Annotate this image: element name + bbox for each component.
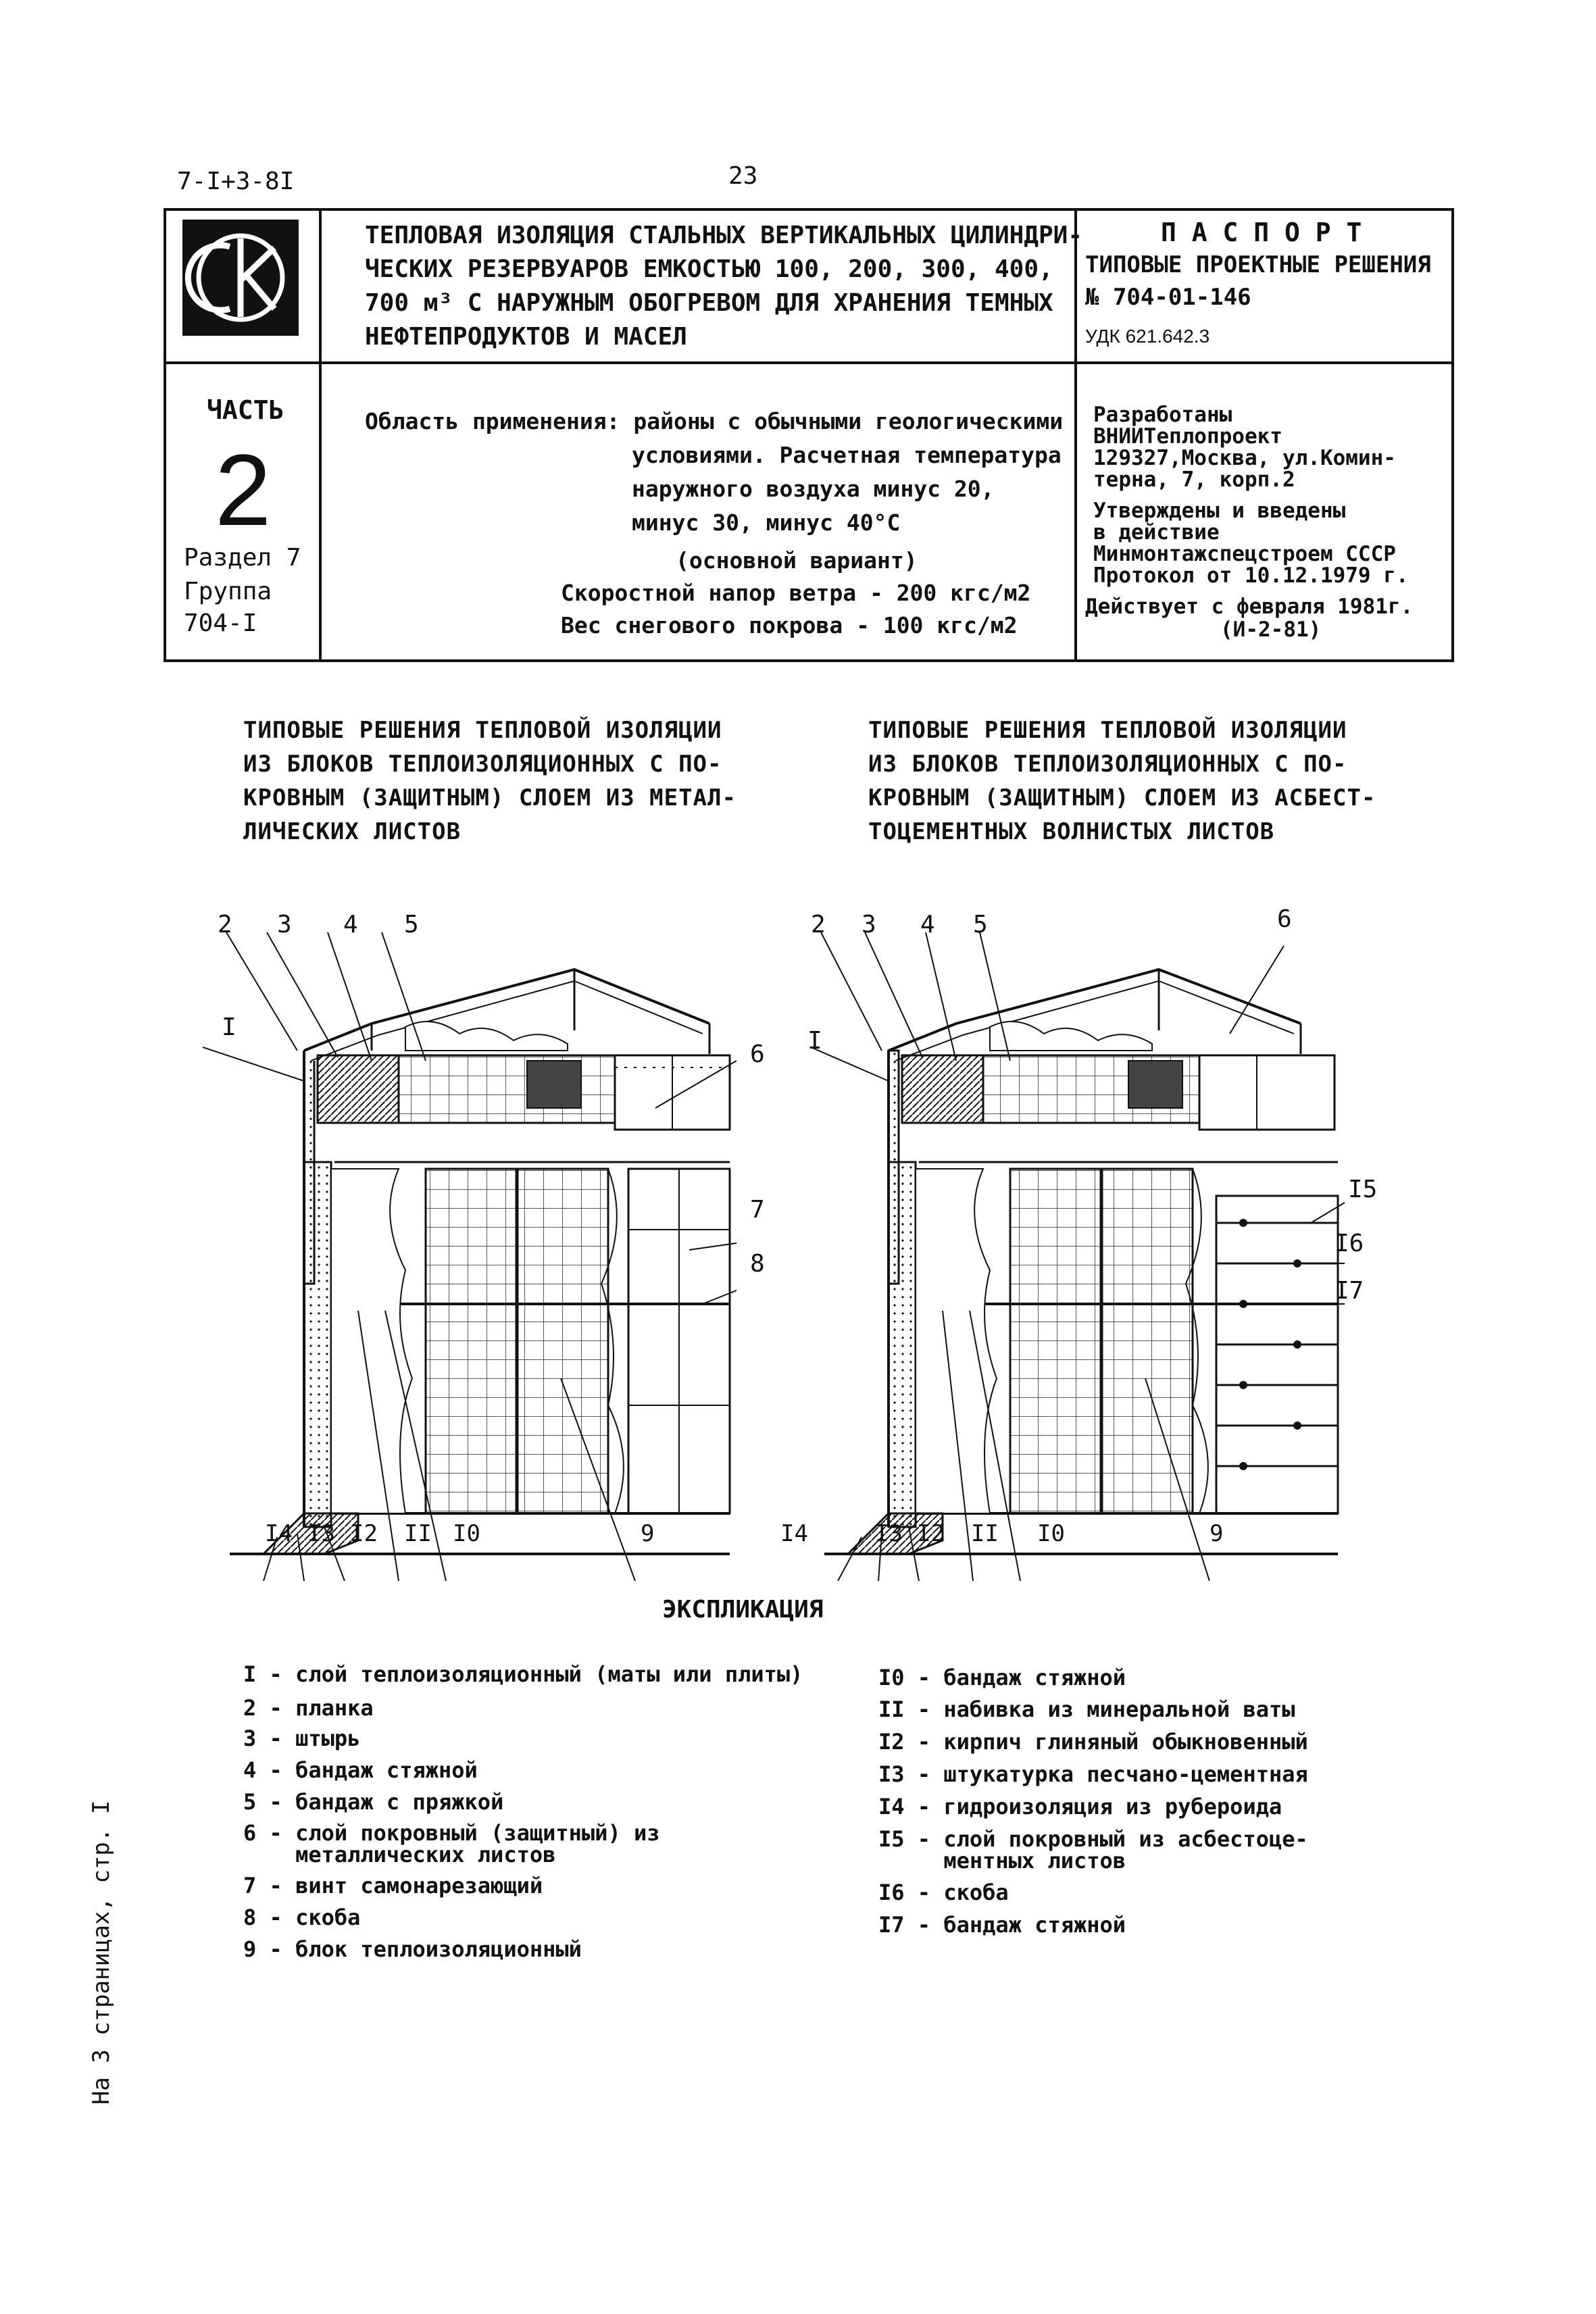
- section-label: Раздел 7: [184, 544, 301, 572]
- developer-line-9: Действует с февраля 1981г.: [1085, 595, 1414, 619]
- explication-right-9: I7 - бандаж стяжной: [878, 1912, 1126, 1938]
- left-caption-4: ЛИЧЕСКИХ ЛИСТОВ: [243, 818, 462, 845]
- right-callout-2: 2: [811, 911, 826, 938]
- developer-line-1: Разработаны: [1093, 403, 1232, 427]
- left-insulation-diagram: [203, 905, 743, 1581]
- scope-line-6: Скоростной напор ветра - 200 кгс/м2: [561, 580, 1031, 606]
- right-callout-I3: I3: [875, 1520, 903, 1547]
- developer-line-3: 129327,Москва, ул.Комин-: [1093, 446, 1396, 470]
- left-callout-4: 4: [343, 911, 358, 938]
- left-callout-I: I: [222, 1013, 236, 1041]
- left-callout-I3: I3: [307, 1520, 335, 1547]
- passport-subtitle: ТИПОВЫЕ ПРОЕКТНЫЕ РЕШЕНИЯ: [1085, 251, 1431, 278]
- developer-line-5: Утверждены и введены: [1093, 499, 1346, 523]
- explication-right-5: I4 - гидроизоляция из рубероида: [878, 1794, 1282, 1819]
- explication-right-2: II - набивка из минеральной ваты: [878, 1696, 1295, 1722]
- right-callout-I2: I2: [917, 1520, 945, 1547]
- left-callout-2: 2: [218, 911, 232, 938]
- scope-line-7: Вес снегового покрова - 100 кгс/м2: [561, 612, 1018, 638]
- developer-line-7: Минмонтажспецстроем СССР: [1093, 542, 1396, 566]
- right-caption-3: КРОВНЫМ (ЗАЩИТНЫМ) СЛОЕМ ИЗ АСБЕСТ-: [868, 784, 1376, 811]
- right-callout-4: 4: [920, 911, 935, 938]
- explication-left-3: 3 - штырь: [243, 1726, 361, 1751]
- scope-line-4: минус 30, минус 40°С: [632, 509, 901, 536]
- passport-title: П А С П О Р Т: [1161, 218, 1362, 247]
- part-number: 2: [215, 433, 272, 547]
- right-insulation-diagram: [811, 905, 1351, 1581]
- left-callout-3: 3: [277, 911, 292, 938]
- ck-logo-icon: [182, 220, 299, 336]
- page-number: 23: [728, 162, 758, 190]
- left-caption-1: ТИПОВЫЕ РЕШЕНИЯ ТЕПЛОВОЙ ИЗОЛЯЦИИ: [243, 717, 722, 744]
- left-callout-I0: I0: [453, 1520, 480, 1547]
- doc-title-line-2: ЧЕСКИХ РЕЗЕРВУАРОВ ЕМКОСТЬЮ 100, 200, 300, 400,: [365, 255, 1053, 283]
- right-callout-I7: I7: [1335, 1277, 1364, 1305]
- doc-code: 7-I+3-8I: [177, 168, 295, 195]
- developer-line-6: в действие: [1093, 520, 1220, 545]
- left-callout-I2: I2: [350, 1520, 378, 1547]
- scope-line-5: (основной вариант): [676, 547, 918, 574]
- right-callout-I0: I0: [1037, 1520, 1065, 1547]
- right-callout-9: 9: [1210, 1520, 1224, 1547]
- group-label: Группа: [184, 578, 272, 605]
- developer-line-2: ВНИИТеплопроект: [1093, 424, 1282, 449]
- explication-left-2: 2 - планка: [243, 1695, 374, 1721]
- left-caption-3: КРОВНЫМ (ЗАЩИТНЫМ) СЛОЕМ ИЗ МЕТАЛ-: [243, 784, 737, 811]
- developer-line-4: терна, 7, корп.2: [1093, 468, 1295, 492]
- explication-right-8: I6 - скоба: [878, 1880, 1009, 1905]
- explication-left-10: 9 - блок теплоизоляционный: [243, 1936, 582, 1962]
- left-callout-9: 9: [641, 1520, 655, 1547]
- right-callout-6: 6: [1277, 905, 1292, 933]
- explication-left-8: 7 - винт самонарезающий: [243, 1873, 543, 1898]
- left-callout-6: 6: [750, 1040, 765, 1068]
- right-caption-4: ТОЦЕМЕНТНЫХ ВОЛНИСТЫХ ЛИСТОВ: [868, 818, 1275, 845]
- right-callout-5: 5: [973, 911, 988, 938]
- right-callout-I: I: [807, 1027, 822, 1055]
- explication-left-1: I - слой теплоизоляционный (маты или плиты): [243, 1661, 803, 1687]
- explication-left-7: металлических листов: [243, 1842, 556, 1867]
- developer-line-8: Протокол от 10.12.1979 г.: [1093, 563, 1409, 588]
- left-callout-5: 5: [404, 911, 419, 938]
- group-number: 704-I: [184, 609, 257, 637]
- scope-line-2: условиями. Расчетная температура: [632, 442, 1062, 468]
- explication-right-6: I5 - слой покровный из асбестоце-: [878, 1826, 1308, 1852]
- doc-title-line-4: НЕФТЕПРОДУКТОВ И МАСЕЛ: [365, 323, 687, 351]
- left-callout-II: II: [404, 1520, 432, 1547]
- doc-title-line-3: 700 м³ С НАРУЖНЫМ ОБОГРЕВОМ ДЛЯ ХРАНЕНИЯ ТЕМНЫХ: [365, 289, 1053, 317]
- right-callout-I6: I6: [1335, 1230, 1364, 1257]
- right-callout-II: II: [971, 1520, 999, 1547]
- scope-line-1: Область применения: районы с обычными геологическими: [365, 408, 1064, 434]
- left-caption-2: ИЗ БЛОКОВ ТЕПЛОИЗОЛЯЦИОННЫХ С ПО-: [243, 751, 722, 778]
- developer-line-10: (И-2-81): [1220, 618, 1322, 642]
- explication-right-4: I3 - штукатурка песчано-цементная: [878, 1761, 1308, 1787]
- right-caption-1: ТИПОВЫЕ РЕШЕНИЯ ТЕПЛОВОЙ ИЗОЛЯЦИИ: [868, 717, 1347, 744]
- right-callout-3: 3: [862, 911, 876, 938]
- explication-title: ЭКСПЛИКАЦИЯ: [662, 1596, 824, 1624]
- passport-number: № 704-01-146: [1085, 284, 1251, 311]
- right-callout-I4: I4: [780, 1520, 808, 1547]
- explication-right-7: ментных листов: [878, 1848, 1126, 1873]
- left-callout-I4: I4: [265, 1520, 293, 1547]
- page-count-note: На 3 страницах, стр. I: [88, 1800, 115, 2105]
- explication-left-9: 8 - скоба: [243, 1905, 361, 1930]
- explication-right-1: I0 - бандаж стяжной: [878, 1665, 1126, 1690]
- explication-right-3: I2 - кирпич глиняный обыкновенный: [878, 1729, 1308, 1755]
- explication-left-6: 6 - слой покровный (защитный) из: [243, 1820, 660, 1846]
- explication-left-5: 5 - бандаж с пряжкой: [243, 1789, 504, 1815]
- ck-logo: [182, 220, 299, 336]
- right-caption-2: ИЗ БЛОКОВ ТЕПЛОИЗОЛЯЦИОННЫХ С ПО-: [868, 751, 1347, 778]
- part-label: ЧАСТЬ: [207, 395, 284, 425]
- left-callout-8: 8: [750, 1250, 765, 1278]
- right-callout-I5: I5: [1348, 1176, 1378, 1203]
- scope-line-3: наружного воздуха минус 20,: [632, 476, 995, 502]
- doc-title-line-1: ТЕПЛОВАЯ ИЗОЛЯЦИЯ СТАЛЬНЫХ ВЕРТИКАЛЬНЫХ ЦИЛИНДРИ-: [365, 222, 1083, 249]
- left-callout-7: 7: [750, 1196, 765, 1224]
- explication-left-4: 4 - бандаж стяжной: [243, 1757, 478, 1783]
- udk-code: УДК 621.642.3: [1085, 326, 1210, 347]
